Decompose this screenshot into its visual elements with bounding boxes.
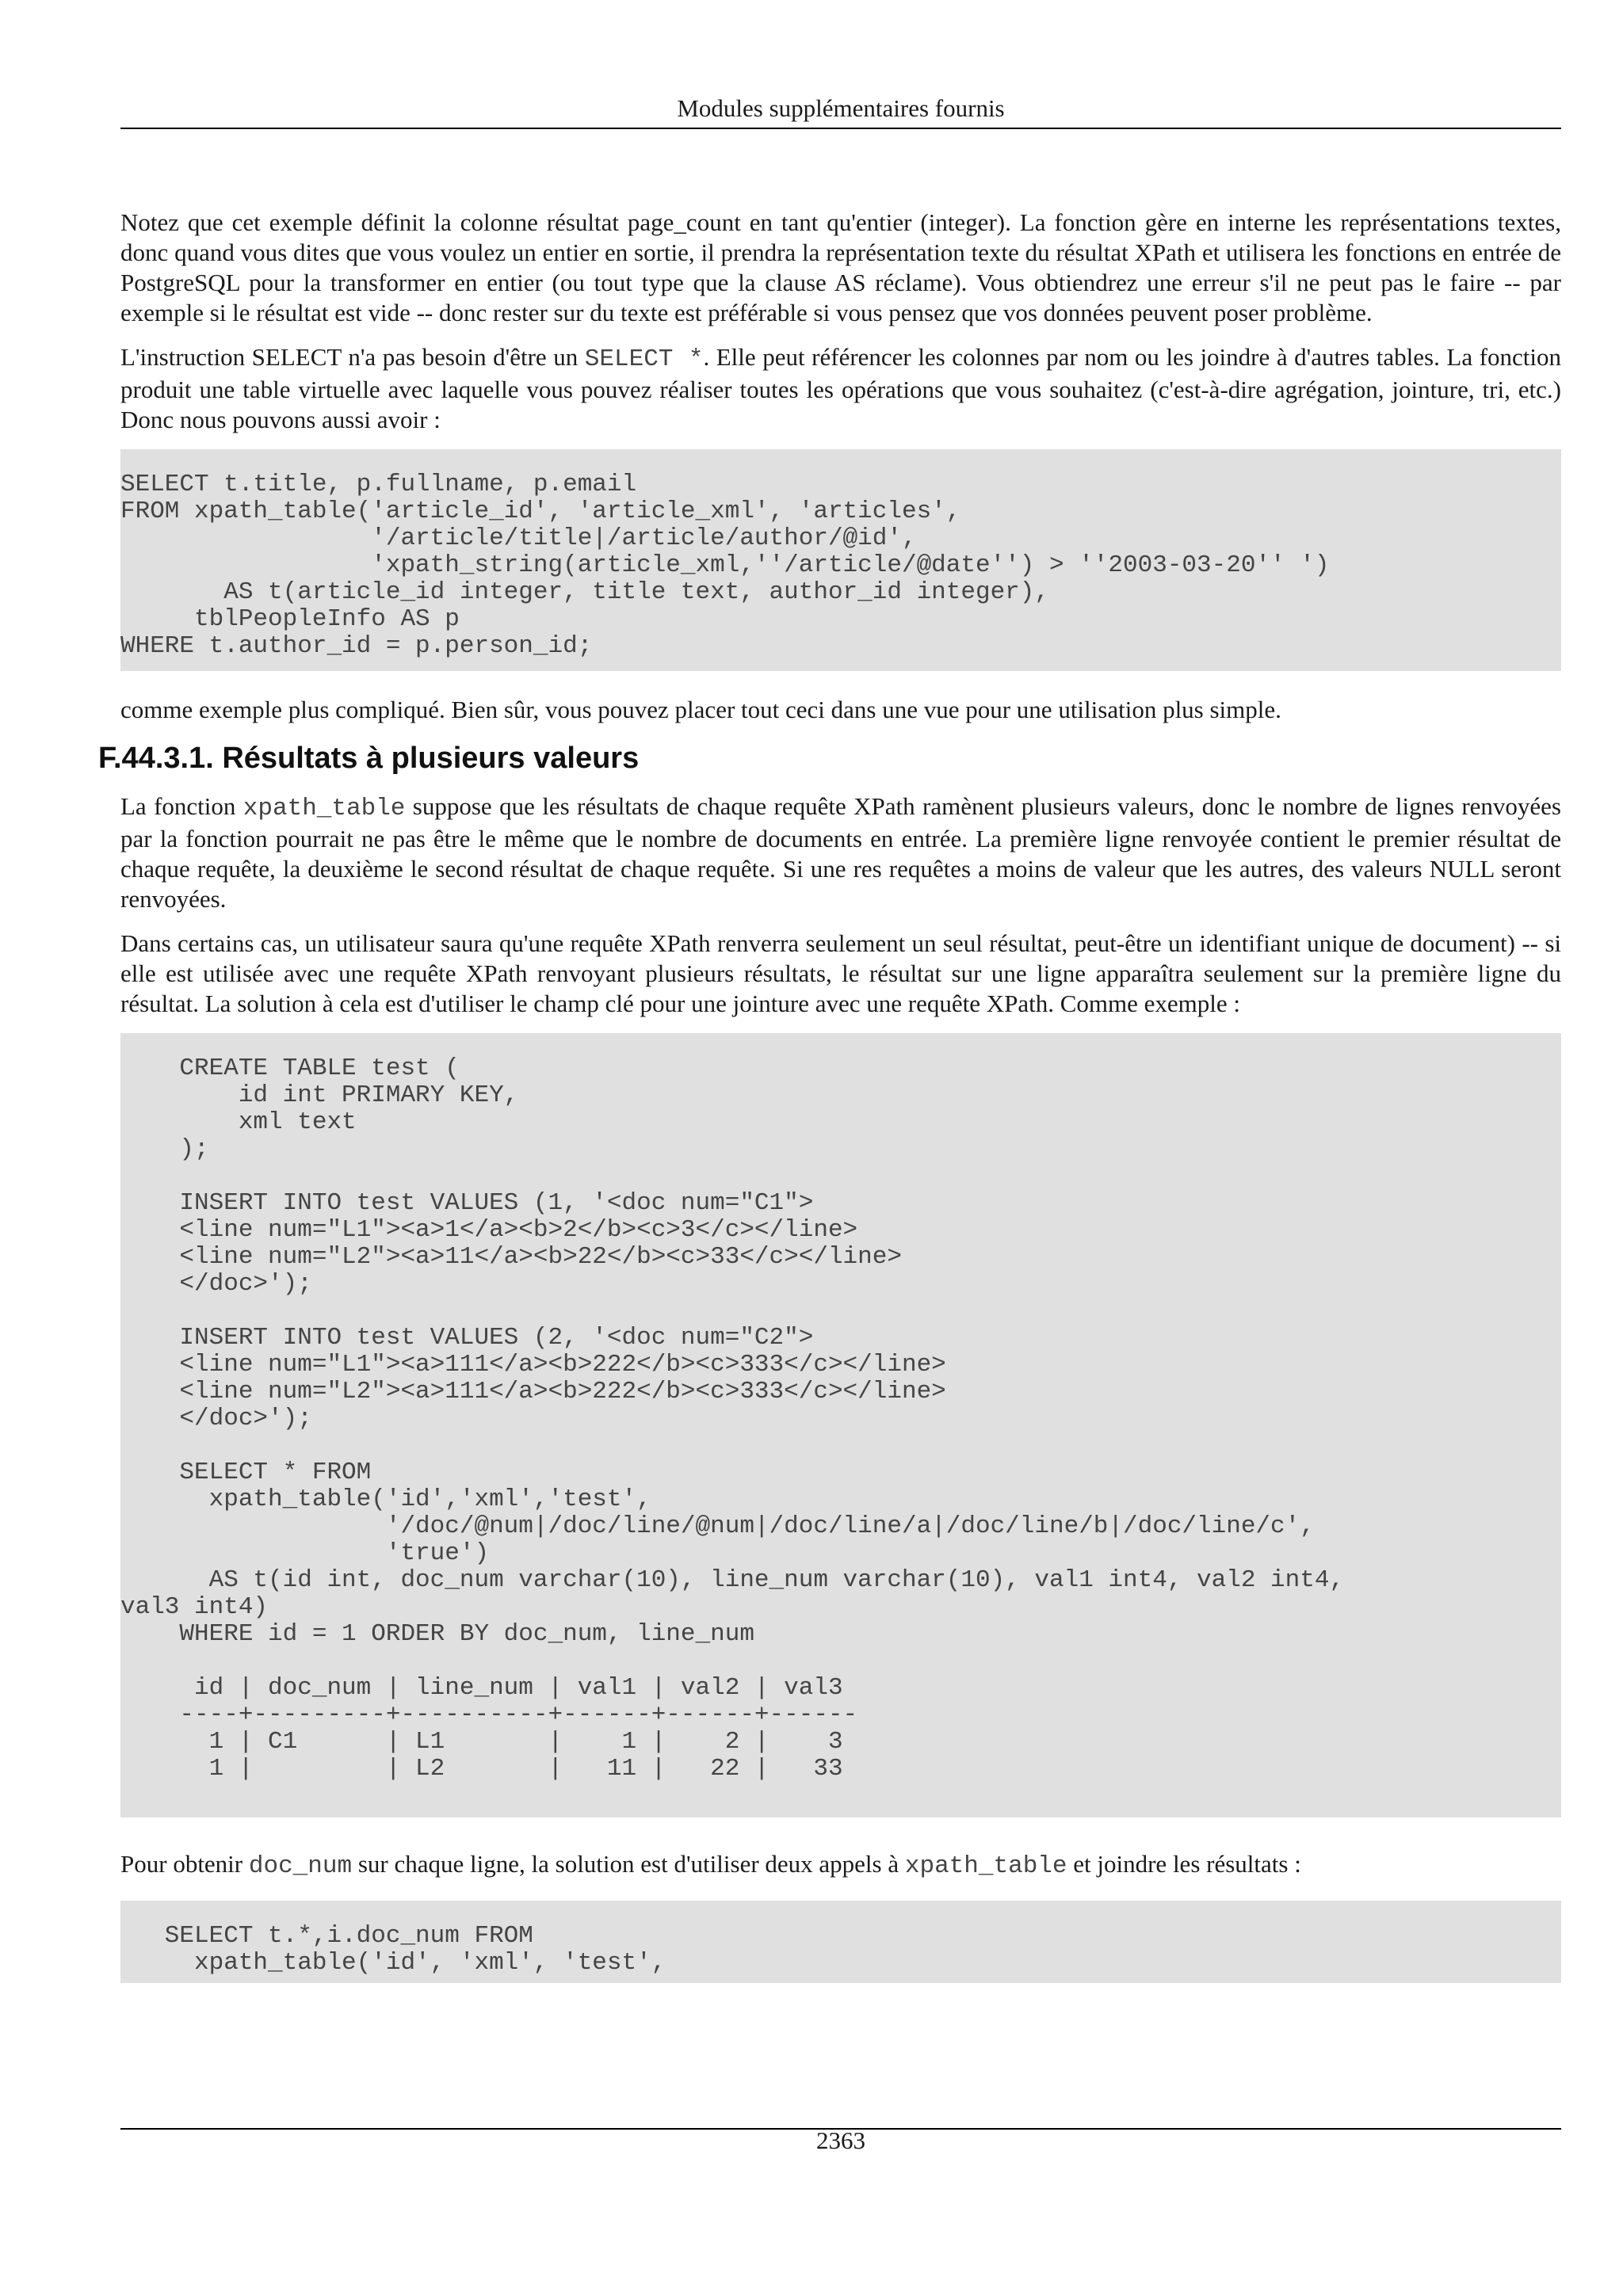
page-content: [98, 208, 1561, 2007]
inline-code-xpath-table: xpath_table: [904, 1852, 1067, 1880]
text-before: L'instruction SELECT n'a pas besoin d'être un: [120, 343, 585, 371]
header-rule: [120, 128, 1561, 129]
running-header: Modules supplémentaires fournis: [677, 94, 1005, 122]
text-middle: sur chaque ligne, la solution est d'utiliser deux appels à: [352, 1850, 905, 1878]
page-number: 2363: [816, 2126, 865, 2154]
text-after: et joindre les résultats :: [1067, 1850, 1301, 1878]
section-title: F.44.3.1. Résultats à plusieurs valeurs: [98, 742, 640, 775]
code-block-join-example: SELECT t.title, p.fullname, p.email FROM xpath_table('article_id', 'article_xml', 'articles', '/article/title|/article/author/@id', 'xpath_string(article_xml,''/article/@date'') > ''2003-03-20'' ') AS t(article_id integer, title text, author_id integer), tblPeopleInfo AS p WHERE t.author_id = p.person_id;: [120, 449, 1561, 671]
text-before: La fonction: [120, 792, 243, 820]
text-after: . Elle peut référencer les colonnes par nom ou les joindre à d'autres tables. La fonction produit une table virtuelle avec laquelle vous pouvez réaliser toutes les opérations que vous souhaitez (c'est-à-dire agrégation, jointure, tri, etc.) Donc nous pouvons aussi avoir :: [120, 343, 1561, 433]
paragraph-result-type: Notez que cet exemple définit la colonne résultat page_count en tant qu'entier (integer). La fonction gère en interne les représentations textes, donc quand vous dites que vous voulez un entier en sortie, il prendra la représentation texte du résultat XPath et utilisera les fonctions en entrée de PostgreSQL pour la transformer en entier (ou tout type que la clause AS réclame). Vous obtiendrez une erreur s'il ne peut pas le faire -- par exemple si le résultat est vide -- donc rester sur du texte est préférable si vous pensez que vos données peuvent poser problème.: [120, 208, 1561, 326]
inline-code-doc-num: doc_num: [248, 1852, 353, 1880]
paragraph-complex-example: comme exemple plus compliqué. Bien sûr, vous pouvez placer tout ceci dans une vue pour une utilisation plus simple.: [120, 696, 1281, 723]
paragraph-select-statement: [120, 342, 1561, 435]
code-block-join-doc-num: SELECT t.*,i.doc_num FROM xpath_table('id', 'xml', 'test',: [120, 1901, 1561, 1983]
inline-code-select-star: SELECT *: [584, 345, 704, 373]
text-after: suppose que les résultats de chaque requête XPath ramènent plusieurs valeurs, donc le nombre de lignes renvoyées par la fonction pourrait ne pas être le même que le nombre de documents en entrée. La première ligne renvoyée contient le premier résultat de chaque requête, la deuxième le second résultat de chaque requête. Si une res requêtes a moins de valeur que les autres, des valeurs NULL seront renvoyées.: [120, 792, 1561, 913]
paragraph-single-result: Dans certains cas, un utilisateur saura qu'une requête XPath renverra seulement un seul résultat, peut-être un identifiant unique de document) -- si elle est utilisée avec une requête XPath renvoyant plusieurs résultats, le résultat sur une ligne apparaîtra seulement sur la première ligne du résultat. La solution à cela est d'utiliser le champ clé pour une jointure avec une requête XPath. Comme exemple :: [120, 929, 1561, 1017]
paragraph-doc-num: [120, 1849, 1561, 1882]
text-before: Pour obtenir: [120, 1850, 249, 1878]
inline-code-xpath-table: xpath_table: [242, 795, 406, 822]
paragraph-multi-value: [120, 791, 1561, 914]
code-block-create-table-example: CREATE TABLE test ( id int PRIMARY KEY, xml text ); INSERT INTO test VALUES (1, '<doc num="C1"> <line num="L1"><a>1</a><b>2</b><c>3</c></line> <line num="L2"><a>11</a><b>22</b><c>33</c></line> </doc>'); INSERT INTO test VALUES (2, '<doc num="C2"> <line num="L1"><a>111</a><b>222</b><c>333</c></line> <line num="L2"><a>111</a><b>222</b><c>333</c></line> </doc>'); SELECT * FROM xpath_table('id','xml','test', '/doc/@num|/doc/line/@num|/doc/line/a|/doc/line/b|/doc/line/c', 'true') AS t(id int, doc_num varchar(10), line_num varchar(10), val1 int4, val2 int4, val3 int4) WHERE id = 1 ORDER BY doc_num, line_num id | doc_num | line_num | val1 | val2 | val3 ----+---------+----------+------+------+------ 1 | C1 | L1 | 1 | 2 | 3 1 | | L2 | 11 | 22 | 33: [120, 1033, 1561, 1817]
